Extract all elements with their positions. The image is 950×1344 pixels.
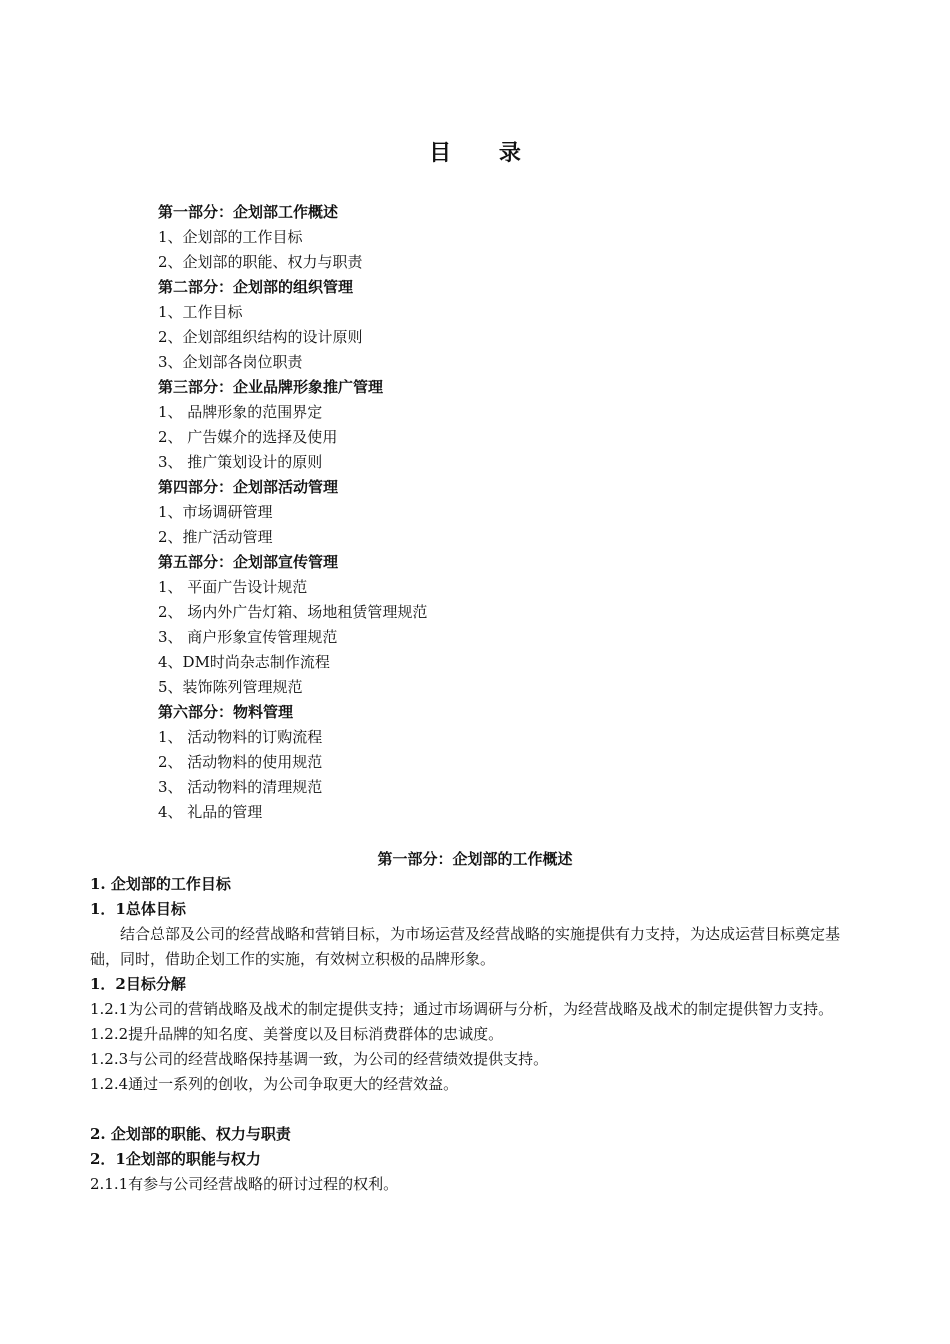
paragraph-1-2-2: 1.2.2提升品牌的知名度、美誉度以及目标消费群体的忠诚度。 [90,1025,504,1043]
paragraph-1-2-3: 1.2.3与公司的经营战略保持基调一致，为公司的经营绩效提供支持。 [90,1050,549,1068]
toc-item: 5、装饰陈列管理规范 [158,678,303,696]
heading-2: 2. 企划部的职能、权力与职责 [90,1125,291,1143]
toc-item: 3、 活动物料的清理规范 [158,778,323,796]
toc-item: 1、企划部的工作目标 [158,228,303,246]
toc-part-heading: 第二部分：企划部的组织管理 [158,278,354,296]
toc-item: 2、 广告媒介的选择及使用 [158,428,338,446]
heading-1-1: 1．1总体目标 [90,900,186,918]
toc-item: 3、 商户形象宣传管理规范 [158,628,338,646]
section-part-one [90,847,860,1197]
paragraph-overall-goal: 结合总部及公司的经营战略和营销目标，为市场运营及经营战略的实施提供有力支持，为达成运营目标奠定基础，同时，借助企划工作的实施，有效树立积极的品牌形象。 [90,925,841,968]
paragraph-1-2-1: 1.2.1为公司的营销战略及战术的制定提供支持；通过市场调研与分析，为经营战略及战术的制定提供智力支持。 [90,1000,834,1018]
heading-1-2: 1．2目标分解 [90,975,186,993]
toc-item: 3、 推广策划设计的原则 [158,453,323,471]
section-title: 第一部分：企划部的工作概述 [377,850,573,868]
page-title: 目 录 [429,140,541,166]
paragraph-2-1-1: 2.1.1有参与公司经营战略的研讨过程的权利。 [90,1175,399,1193]
table-of-contents [158,200,427,825]
toc-part-heading: 第四部分：企划部活动管理 [158,478,339,496]
paragraph-1-2-4: 1.2.4通过一系列的创收，为公司争取更大的经营效益。 [90,1075,459,1093]
toc-item: 1、 品牌形象的范围界定 [158,403,323,421]
heading-2-1: 2．1企划部的职能与权力 [90,1150,261,1168]
toc-part-heading: 第六部分：物料管理 [158,703,294,721]
toc-item: 4、 礼品的管理 [158,803,263,821]
toc-part-heading: 第三部分：企业品牌形象推广管理 [158,378,384,396]
toc-item: 2、 场内外广告灯箱、场地租赁管理规范 [158,603,428,621]
toc-item: 2、企划部的职能、权力与职责 [158,253,363,271]
heading-1: 1. 企划部的工作目标 [90,875,231,893]
toc-item: 1、工作目标 [158,303,243,321]
toc-item: 3、企划部各岗位职责 [158,353,303,371]
toc-item: 1、市场调研管理 [158,503,273,521]
toc-item: 2、企划部组织结构的设计原则 [158,328,363,346]
toc-item: 1、 活动物料的订购流程 [158,728,323,746]
toc-item: 2、推广活动管理 [158,528,273,546]
toc-item: 4、DM时尚杂志制作流程 [158,653,330,671]
toc-part-heading: 第五部分：企划部宣传管理 [158,553,339,571]
spacer [90,1097,860,1122]
toc-item: 1、 平面广告设计规范 [158,578,308,596]
toc-part-heading: 第一部分：企划部工作概述 [158,203,339,221]
toc-item: 2、 活动物料的使用规范 [158,753,323,771]
